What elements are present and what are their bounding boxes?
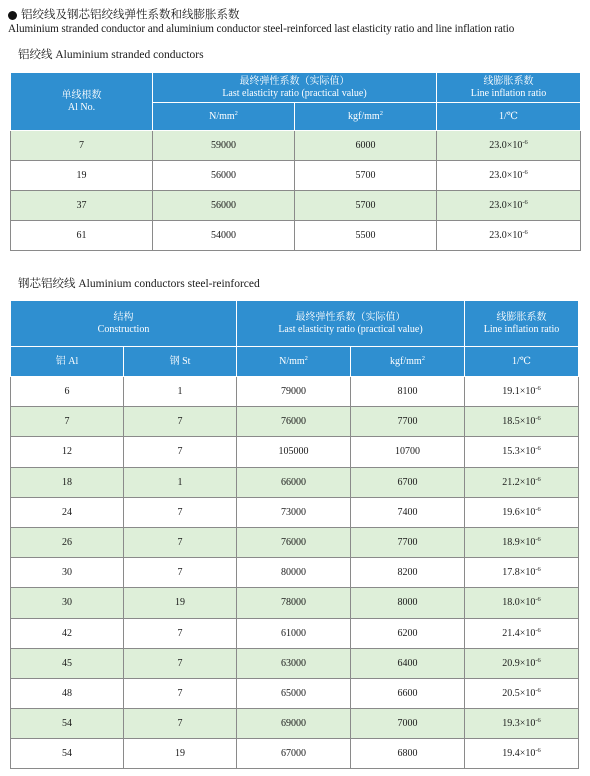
table-row (11, 467, 579, 497)
table-row (11, 558, 579, 588)
table-row (11, 739, 579, 769)
header-inflation-cn: 线膨胀系数 (496, 311, 547, 323)
cell-inflation: $20.5\times 10^{-6}$ (465, 678, 579, 708)
cell-st: 7 (124, 437, 237, 467)
cell-st: 7 (124, 709, 237, 739)
cell-n-mm2: 76000 (237, 407, 351, 437)
cell-kgf-mm2: 7700 (351, 527, 465, 557)
cell-n-mm2: 67000 (237, 739, 351, 769)
cell-al: 42 (11, 618, 124, 648)
cell-inflation: $17.8\times 10^{-6}$ (465, 558, 579, 588)
cell-st: 1 (124, 377, 237, 407)
cell-al-no: 19 (11, 161, 153, 191)
header-elasticity-cn: 最终弹性系数（实际值） (239, 75, 350, 87)
cell-al-no: 61 (11, 221, 153, 251)
header-unit-n: $N/mm^2$ (153, 103, 295, 131)
table-row (11, 221, 581, 251)
cell-kgf-mm2: 10700 (351, 437, 465, 467)
cell-st: 19 (124, 588, 237, 618)
cell-inflation: $15.3\times 10^{-6}$ (465, 437, 579, 467)
cell-kgf-mm2: 7000 (351, 709, 465, 739)
page-title-cn: 铝绞线及钢芯铝绞线弹性系数和线膨胀系数 (21, 9, 240, 21)
table-row (11, 678, 579, 708)
table-row (11, 618, 579, 648)
cell-kgf-mm2: 8200 (351, 558, 465, 588)
table-row (11, 131, 581, 161)
cell-st: 19 (124, 739, 237, 769)
cell-inflation: $23.0\times 10^{-6}$ (437, 191, 581, 221)
cell-kgf-mm2: 8100 (351, 377, 465, 407)
cell-al: 54 (11, 739, 124, 769)
cell-al: 54 (11, 709, 124, 739)
header-al-no-cn: 单线根数 (61, 89, 102, 101)
cell-n-mm2: 76000 (237, 527, 351, 557)
table-row (11, 377, 579, 407)
cell-n-mm2: 56000 (153, 161, 295, 191)
cell-al: 18 (11, 467, 124, 497)
cell-n-mm2: 54000 (153, 221, 295, 251)
cell-st: 1 (124, 467, 237, 497)
header-unit-temp: 1/℃ (465, 347, 579, 377)
header-unit-kgf: kgf/$mm^2$ (351, 347, 465, 377)
cell-kgf-mm2: 6400 (351, 648, 465, 678)
cell-kgf-mm2: 8000 (351, 588, 465, 618)
cell-al: 30 (11, 558, 124, 588)
cell-kgf-mm2: 5500 (295, 221, 437, 251)
cell-n-mm2: 73000 (237, 497, 351, 527)
header-elasticity-en: Last elasticity ratio (practical value) (278, 323, 423, 335)
header-elasticity (237, 301, 465, 347)
header-al: 铝 Al (11, 347, 124, 377)
header-construction-en: Construction (97, 323, 150, 335)
table-row (11, 648, 579, 678)
cell-n-mm2: 63000 (237, 648, 351, 678)
header-al-no-en: Al No. (67, 101, 96, 113)
cell-st: 7 (124, 618, 237, 648)
header-al-no (11, 73, 153, 131)
cell-n-mm2: 105000 (237, 437, 351, 467)
header-unit-n: $N/mm^2$ (237, 347, 351, 377)
header-elasticity (153, 73, 437, 103)
table-row (11, 161, 581, 191)
cell-kgf-mm2: 6000 (295, 131, 437, 161)
cell-st: 7 (124, 407, 237, 437)
acsr-table (10, 300, 579, 769)
cell-n-mm2: 69000 (237, 709, 351, 739)
header-inflation-en: Line inflation ratio (483, 323, 560, 335)
cell-st: 7 (124, 527, 237, 557)
cell-n-mm2: 56000 (153, 191, 295, 221)
cell-al: 26 (11, 527, 124, 557)
cell-kgf-mm2: 5700 (295, 161, 437, 191)
aluminium-stranded-table (10, 72, 581, 251)
cell-kgf-mm2: 7700 (351, 407, 465, 437)
cell-inflation: $18.5\times 10^{-6}$ (465, 407, 579, 437)
cell-inflation: $23.0\times 10^{-6}$ (437, 131, 581, 161)
cell-kgf-mm2: 5700 (295, 191, 437, 221)
page-title-en: Aluminium stranded conductor and aluminium conductor steel-reinforced last elasticity ratio and line inflation ratio (8, 23, 515, 35)
header-inflation-cn: 线膨胀系数 (483, 75, 534, 87)
header-inflation (437, 73, 581, 103)
cell-kgf-mm2: 6700 (351, 467, 465, 497)
cell-n-mm2: 59000 (153, 131, 295, 161)
section-title-aluminium-stranded: 铝绞线 Aluminium stranded conductors (18, 49, 204, 61)
cell-n-mm2: 79000 (237, 377, 351, 407)
cell-n-mm2: 61000 (237, 618, 351, 648)
cell-n-mm2: 65000 (237, 678, 351, 708)
header-construction-cn: 结构 (113, 311, 134, 323)
table-row (11, 588, 579, 618)
cell-al-no: 37 (11, 191, 153, 221)
cell-inflation: $18.0\times 10^{-6}$ (465, 588, 579, 618)
header-inflation-en: Line inflation ratio (470, 87, 547, 99)
cell-st: 7 (124, 497, 237, 527)
cell-inflation: $23.0\times 10^{-6}$ (437, 221, 581, 251)
cell-kgf-mm2: 6800 (351, 739, 465, 769)
table-row (11, 527, 579, 557)
cell-al: 12 (11, 437, 124, 467)
table-row (11, 437, 579, 467)
header-st: 钢 St (124, 347, 237, 377)
cell-al: 6 (11, 377, 124, 407)
cell-st: 7 (124, 558, 237, 588)
header-unit-kgf: kgf/$mm^2$ (295, 103, 437, 131)
table-row (11, 497, 579, 527)
table-row (11, 407, 579, 437)
cell-st: 7 (124, 678, 237, 708)
header-construction (11, 301, 237, 347)
cell-inflation: $21.2\times 10^{-6}$ (465, 467, 579, 497)
cell-al: 30 (11, 588, 124, 618)
cell-inflation: $19.1\times 10^{-6}$ (465, 377, 579, 407)
cell-inflation: $20.9\times 10^{-6}$ (465, 648, 579, 678)
header-elasticity-en: Last elasticity ratio (practical value) (222, 87, 367, 99)
cell-kgf-mm2: 6600 (351, 678, 465, 708)
cell-inflation: $21.4\times 10^{-6}$ (465, 618, 579, 648)
cell-inflation: $19.6\times 10^{-6}$ (465, 497, 579, 527)
page-title (8, 8, 583, 36)
table-row (11, 709, 579, 739)
table-row (11, 191, 581, 221)
bullet-icon (8, 11, 17, 20)
cell-n-mm2: 80000 (237, 558, 351, 588)
cell-al: 24 (11, 497, 124, 527)
section-title-acsr: 钢芯铝绞线 Aluminium conductors steel-reinforced (18, 278, 260, 290)
cell-al: 7 (11, 407, 124, 437)
cell-inflation: $19.3\times 10^{-6}$ (465, 709, 579, 739)
cell-kgf-mm2: 7400 (351, 497, 465, 527)
cell-n-mm2: 66000 (237, 467, 351, 497)
cell-n-mm2: 78000 (237, 588, 351, 618)
cell-inflation: $23.0\times 10^{-6}$ (437, 161, 581, 191)
cell-st: 7 (124, 648, 237, 678)
header-unit-temp: 1/℃ (437, 103, 581, 131)
header-inflation (465, 301, 579, 347)
header-elasticity-cn: 最终弹性系数（实际值） (295, 311, 406, 323)
cell-al-no: 7 (11, 131, 153, 161)
cell-kgf-mm2: 6200 (351, 618, 465, 648)
cell-inflation: $18.9\times 10^{-6}$ (465, 527, 579, 557)
cell-al: 45 (11, 648, 124, 678)
cell-inflation: $19.4\times 10^{-6}$ (465, 739, 579, 769)
cell-al: 48 (11, 678, 124, 708)
